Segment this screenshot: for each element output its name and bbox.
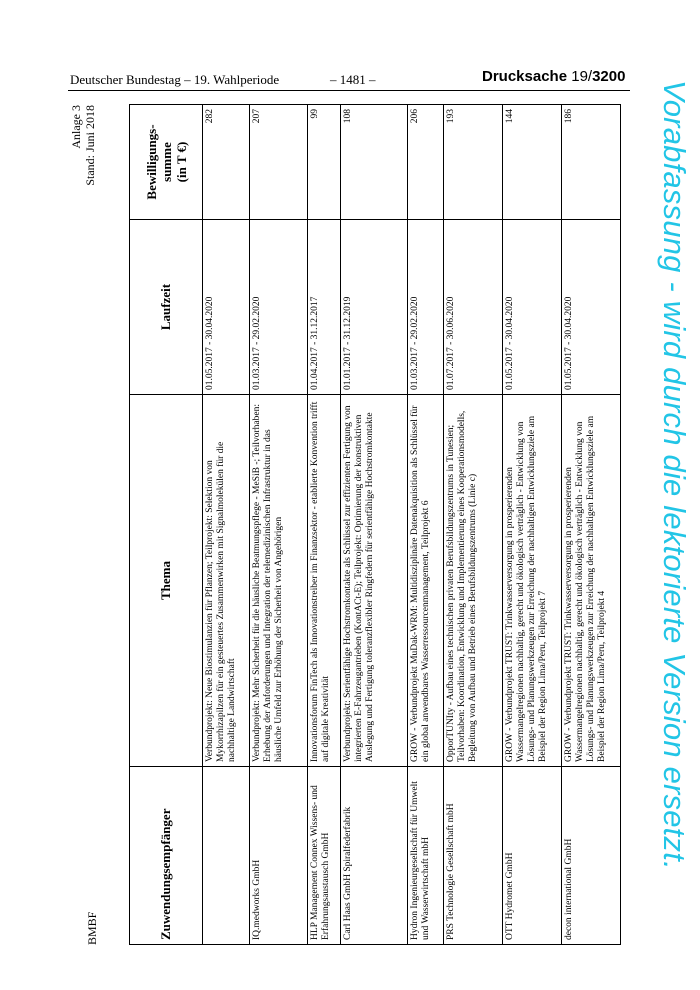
cell-topic: Verbundprojekt: Neue Biostimulanzien für Pflanzen; Teilprojekt: Selektion von Mykorrhizapilzen für ein gesteuertes Zusammenwirken mit Signalmolekülen für die nachhaltige Landwirtschaft	[203, 395, 250, 767]
cell-amount: 206	[408, 105, 444, 220]
cell-duration: 01.05.2017 - 30.04.2020	[562, 220, 621, 395]
cell-recipient: Hydron Ingenieurgesellschaft für Umwelt und Wasserwirtschaft mbH	[408, 767, 444, 945]
table-row	[250, 105, 308, 945]
cell-recipient: HLP Management Connex Wissens- und Erfahrungsaustausch GmbH	[308, 767, 341, 945]
funding-table	[129, 104, 621, 945]
cell-topic: OpporTUNIty - Aufbau eines technischen privaten Berufsbildungszentrums in Tunesien; Teilvorhaben: Koordination, Entwicklung und Implementierung eines Kooperationsmodells, Begleitung von Aufbau und Betrieb eines Berufsbildungszentrums (Linie c)	[444, 395, 503, 767]
cell-recipient: Carl Haas GmbH Spiralfederfabrik	[341, 767, 408, 945]
cell-topic: GROW - Verbundprojekt TRUST: Trinkwasserversorgung in prosperierenden Wassermangelregionen nachhaltig, gerecht und ökologisch verträglich - Entwicklung von Lösungs- und Planungswerkzeugen zur Erreichung der nachhaltigen Entwicklungsziele am Beispiel der Region Lima/Peru, Teilprojekt 4	[562, 395, 621, 767]
header-topic: Thema	[130, 395, 203, 767]
cell-amount: 282	[203, 105, 250, 220]
cell-recipient: decon international GmbH	[562, 767, 621, 945]
table-header-row	[130, 105, 203, 945]
document-label: Drucksache	[482, 68, 568, 85]
annex-info	[69, 105, 97, 186]
table-row	[562, 105, 621, 945]
header-amount-line2: summe	[158, 142, 174, 182]
header-amount	[130, 105, 203, 220]
table-row	[308, 105, 341, 945]
cell-amount: 99	[308, 105, 341, 220]
cell-recipient: PRS Technologie Gesellschaft mbH	[444, 767, 503, 945]
table-row	[408, 105, 444, 945]
cell-amount: 144	[503, 105, 562, 220]
table-row	[444, 105, 503, 945]
cell-amount: 186	[562, 105, 621, 220]
cell-topic: GROW - Verbundprojekt MuDak-WRM: Multidisziplinäre Datenakquisition als Schlüssel für ein global anwendbares Wasserressourcenmanagement, Teilprojekt 6	[408, 395, 444, 767]
draft-watermark	[648, 80, 694, 920]
cell-topic: Verbundprojekt: Serientfähige Hochstromkontakte als Schlüssel zur effizienten Fertigung von integrierten E-Fahrzeugantrieben (KontACt-E); Teilprojekt: Optimierung der konstruktiven Auslegung und Fertigung toleranzflexibler Ringfedern für serientfähige Hochstromkontakte	[341, 395, 408, 767]
cell-recipient	[203, 767, 250, 945]
ministry-label: BMBF	[85, 911, 99, 945]
cell-duration: 01.07.2017 - 30.06.2020	[444, 220, 503, 395]
header-duration: Laufzeit	[130, 220, 203, 395]
cell-amount: 108	[341, 105, 408, 220]
cell-duration: 01.03.2017 - 29.02.2020	[408, 220, 444, 395]
cell-topic: Verbundprojekt: Mehr Sicherheit für die häusliche Beatmungspflege - MeSiB -; Teilvorhaben: Erhebung der Anforderungen und Integration der telemedizinischen Infrastruktur in das häusliche Umfeld zur Erhöhung der Sicherheit von Angehörigen	[250, 395, 308, 767]
cell-recipient: IQ.medworks GmbH	[250, 767, 308, 945]
cell-duration: 01.03.2017 - 29.02.2020	[250, 220, 308, 395]
document-number	[482, 68, 625, 85]
page-number: – 1481 –	[330, 72, 376, 87]
annex-label: Anlage 3	[69, 105, 83, 149]
cell-topic: Innovationsforum FinTech als Innovationstreiber im Finanzsektor - etablierte Konvention trifft auf digitale Kreativität	[308, 395, 341, 767]
header-rule	[68, 90, 630, 91]
table-row	[203, 105, 250, 945]
cell-recipient: OTT Hydromet GmbH	[503, 767, 562, 945]
cell-topic: GROW - Verbundprojekt TRUST: Trinkwasserversorgung in prosperierenden Wassermangelregionen nachhaltig, gerecht und ökologisch verträglich - Entwicklung von Lösungs- und Planungswerkzeugen zur Erreichung der nachhaltigen Entwicklungsziele am Beispiel der Region Lima/Peru, Teilprojekt 7	[503, 395, 562, 767]
cell-amount: 193	[444, 105, 503, 220]
cell-duration: 01.05.2017 - 30.04.2020	[203, 220, 250, 395]
cell-duration: 01.05.2017 - 30.04.2020	[503, 220, 562, 395]
cell-amount: 207	[250, 105, 308, 220]
header-amount-line3: (in T €)	[173, 141, 189, 183]
document-number-bold: 3200	[592, 68, 626, 85]
cell-duration: 01.01.2017 - 31.12.2019	[341, 220, 408, 395]
document-number-plain: 19/	[571, 68, 593, 85]
cell-duration: 01.04.2017 - 31.12.2017	[308, 220, 341, 395]
table-row	[341, 105, 408, 945]
header-left-text: Deutscher Bundestag – 19. Wahlperiode	[70, 72, 280, 87]
watermark-text: Vorabfassung - wird durch die lektorierte Version ersetzt.	[657, 80, 692, 870]
annex-date: Stand: Juni 2018	[83, 105, 97, 186]
header-amount-line1: Bewilligungs-	[143, 124, 159, 200]
header-recipient: Zuwendungsempfänger	[130, 767, 203, 945]
rotated-table-block	[69, 105, 607, 945]
table-row	[503, 105, 562, 945]
